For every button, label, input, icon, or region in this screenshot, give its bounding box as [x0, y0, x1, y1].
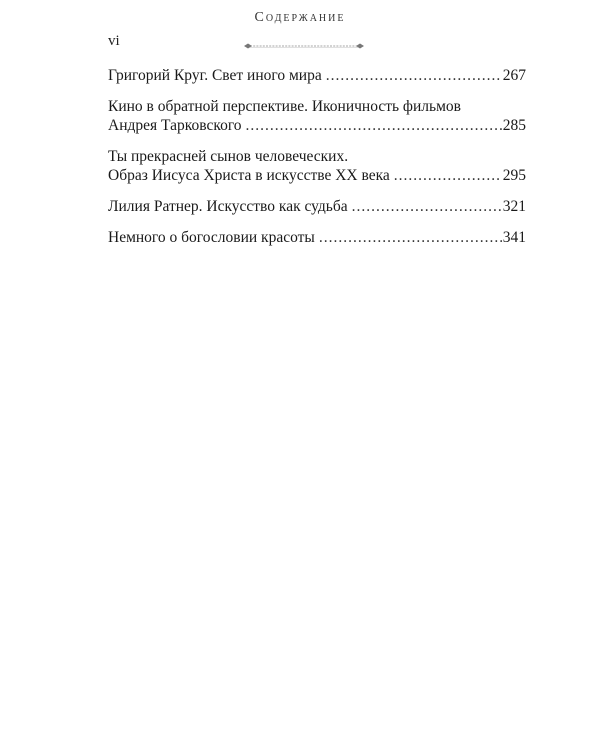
toc-entry-krug[interactable] — [108, 66, 526, 85]
toc-entry-title: Лилия Ратнер. Искусство как судьба — [108, 198, 348, 215]
toc-entry-line — [108, 197, 526, 216]
toc-entry-title-line1: Ты прекрасней сынов человеческих. — [108, 148, 349, 165]
toc-entry-title-line2: Андрея Тарковского — [108, 117, 242, 134]
toc-entry-page: 285 — [502, 117, 526, 134]
dot-leader — [246, 116, 502, 135]
dot-leader — [394, 166, 502, 185]
toc-entry-page: 267 — [502, 67, 526, 84]
toc-entry-christ-image[interactable] — [108, 147, 526, 185]
toc-entry-tarkovsky[interactable] — [108, 97, 526, 135]
toc-entry-ratner[interactable] — [108, 197, 526, 216]
toc-entry-theology-beauty[interactable] — [108, 228, 526, 247]
decorative-rule-icon — [244, 42, 364, 50]
dot-leader — [319, 228, 502, 247]
toc-entry-line — [108, 166, 526, 185]
dot-leader — [352, 197, 502, 216]
toc-entry-page: 321 — [502, 198, 526, 215]
toc-entry-title: Немного о богословии красоты — [108, 229, 315, 246]
toc-entry-page: 341 — [502, 229, 526, 246]
toc-entry-line — [108, 66, 526, 85]
toc-entry-line — [108, 116, 526, 135]
toc-entry-line — [108, 228, 526, 247]
toc-entry-title: Григорий Круг. Свет иного мира — [108, 67, 322, 84]
page-number: vi — [108, 33, 120, 49]
running-title: Содержание — [254, 10, 346, 25]
toc-entry-page: 295 — [502, 167, 526, 184]
toc-entry-title-line1: Кино в обратной перспективе. Иконичность фильмов — [108, 98, 461, 115]
dot-leader — [326, 66, 502, 85]
toc-entry-title-line2: Образ Иисуса Христа в искусстве ХХ века — [108, 167, 390, 184]
table-of-contents — [108, 66, 526, 259]
